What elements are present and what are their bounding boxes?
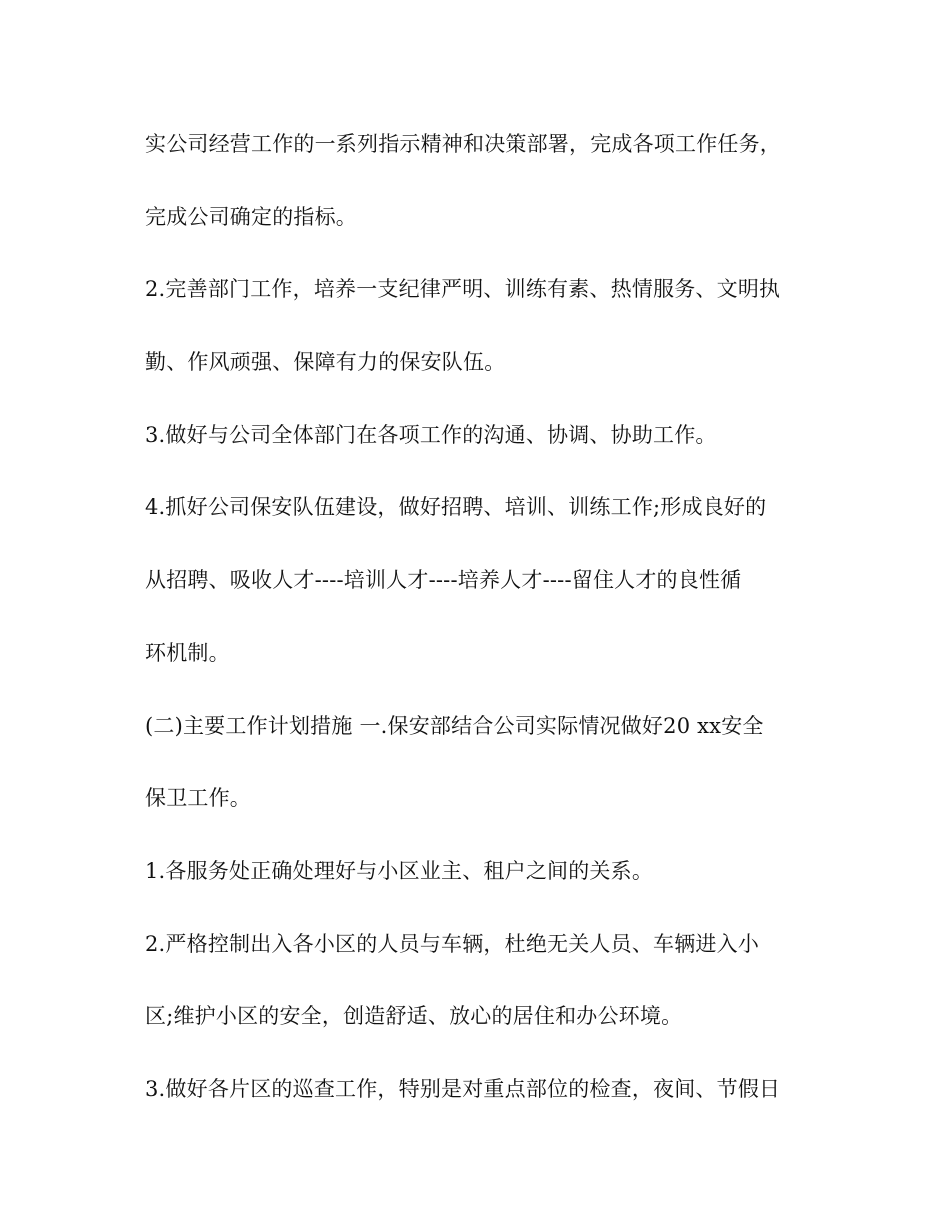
- text-line: 1.各服务处正确处理好与小区业主、租户之间的关系。: [145, 858, 654, 883]
- text-line: 区;维护小区的安全，创造舒适、放心的居住和办公环境。: [145, 1004, 683, 1029]
- text-line: 实公司经营工作的一系列指示精神和决策部署，完成各项工作任务，: [145, 132, 781, 156]
- text-line: 环机制。: [145, 640, 230, 665]
- text-line: 保卫工作。: [145, 786, 251, 811]
- text-line: 3.做好各片区的巡查工作，特别是对重点部位的检查，夜间、节假日: [145, 1076, 781, 1101]
- text-line: (二)主要工作计划措施 一.保安部结合公司实际情况做好20 xx安全: [145, 713, 764, 738]
- document-body: [145, 116, 815, 1134]
- text-line: 勤、作风顽强、保障有力的保安队伍。: [145, 350, 506, 375]
- text-line: 2.完善部门工作，培养一支纪律严明、训练有素、热情服务、文明执: [145, 277, 781, 302]
- text-line: 完成公司确定的指标。: [145, 204, 357, 229]
- text-line: 3.做好与公司全体部门在各项工作的沟通、协调、协助工作。: [145, 422, 717, 447]
- text-line: 4.抓好公司保安队伍建设，做好招聘、培训、训练工作;形成良好的: [145, 495, 767, 520]
- text-line: 2.严格控制出入各小区的人员与车辆，杜绝无关人员、车辆进入小: [145, 931, 760, 956]
- text-line: 从招聘、吸收人才----培训人才----培养人才----留住人才的良性循: [145, 568, 742, 593]
